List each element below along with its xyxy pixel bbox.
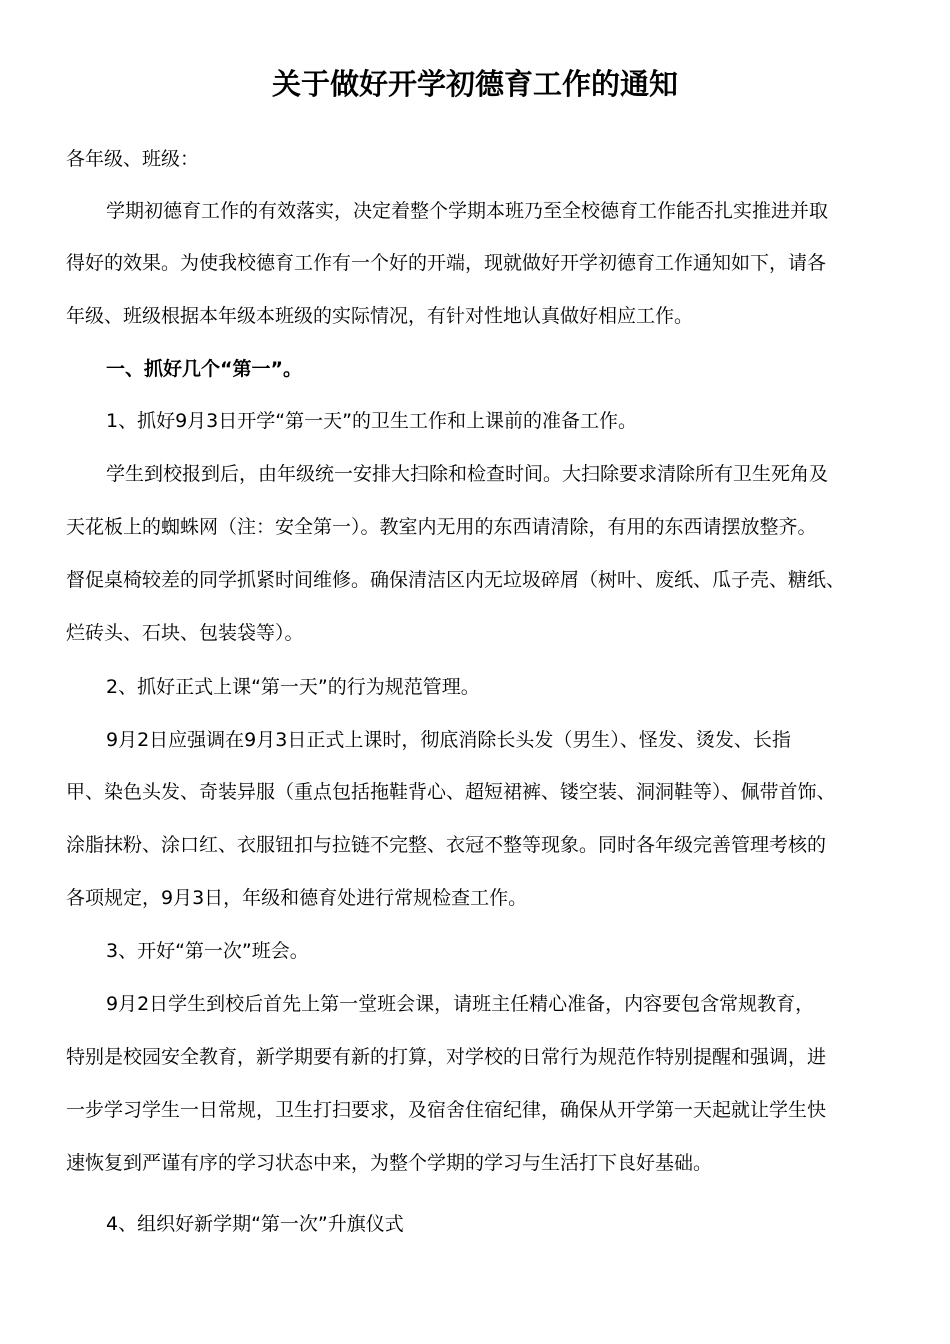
paragraph-line: 烂砖头、石块、包装袋等）。 <box>66 622 304 644</box>
paragraph-line: 学期初德育工作的有效落实，决定着整个学期本班乃至全校德育工作能否扎实推进并取 <box>106 200 829 222</box>
paragraph-line: 涂脂抹粉、涂口红、衣服钮扣与拉链不完整、衣冠不整等现象。同时各年级完善管理考核的 <box>66 834 827 856</box>
paragraph-line: 速恢复到严谨有序的学习状态中来，为整个学期的学习与生活打下良好基础。 <box>66 1152 713 1174</box>
paragraph-line: 天花板上的蜘蛛网（注：安全第一）。教室内无用的东西请清除，有用的东西请摆放整齐。 <box>66 516 817 538</box>
paragraph-line: 年级、班级根据本年级本班级的实际情况，有针对性地认真做好相应工作。 <box>66 305 694 327</box>
paragraph-line: 学生到校报到后，由年级统一安排大扫除和检查时间。大扫除要求清除所有卫生死角及 <box>106 463 829 485</box>
item-heading: 4、组织好新学期“第一次”升旗仪式 <box>106 1213 404 1235</box>
item-heading: 1、抓好9月3日开学“第一天”的卫生工作和上课前的准备工作。 <box>106 410 637 432</box>
paragraph-line: 9月2日学生到校后首先上第一堂班会课，请班主任精心准备，内容要包含常规教育， <box>106 993 815 1015</box>
document-title: 关于做好开学初德育工作的通知 <box>271 67 678 101</box>
item-heading: 3、开好“第一次”班会。 <box>106 940 309 962</box>
paragraph-line: 特别是校园安全教育，新学期要有新的打算，对学校的日常行为规范作特别提醒和强调，进 <box>66 1046 827 1068</box>
salutation: 各年级、班级： <box>66 148 200 170</box>
section-heading: 一、抓好几个“第一”。 <box>106 358 302 380</box>
paragraph-line: 甲、染色头发、奇装异服（重点包括拖鞋背心、超短裙裤、镂空装、洞洞鞋等）、佩带首饰、 <box>66 781 836 803</box>
paragraph-line: 一步学习学生一日常规，卫生打扫要求，及宿舍住宿纪律，确保从开学第一天起就让学生快 <box>66 1099 827 1121</box>
item-heading: 2、抓好正式上课“第一天”的行为规范管理。 <box>106 676 480 698</box>
paragraph-line: 得好的效果。为使我校德育工作有一个好的开端，现就做好开学初德育工作通知如下，请各 <box>66 252 827 274</box>
paragraph-line: 督促桌椅较差的同学抓紧时间维修。确保清洁区内无垃圾碎屑（树叶、废纸、瓜子壳、糖纸、 <box>66 569 846 591</box>
paragraph-line: 各项规定，9月3日，年级和德育处进行常规检查工作。 <box>66 887 528 909</box>
paragraph-line: 9月2日应强调在9月3日正式上课时，彻底消除长头发（男生）、怪发、烫发、长指 <box>106 729 791 751</box>
